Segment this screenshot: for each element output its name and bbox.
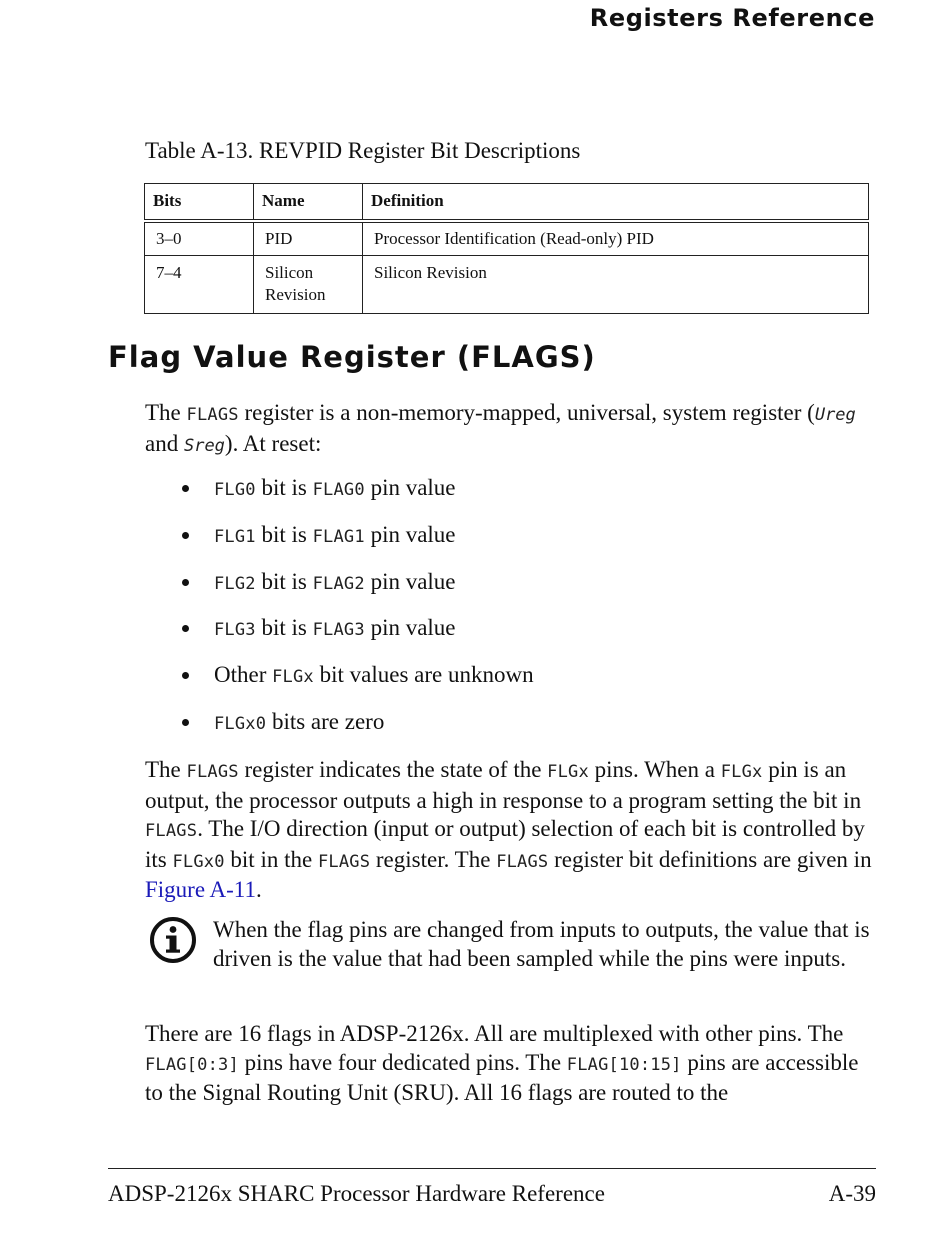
code-text: FLG0 xyxy=(214,480,256,500)
list-item xyxy=(145,474,534,521)
text-run: The xyxy=(145,400,187,425)
flags-count-paragraph xyxy=(145,1020,880,1108)
bullet-icon xyxy=(182,672,189,679)
text-run: register bit definitions are given in xyxy=(548,846,872,872)
list-item xyxy=(145,521,534,568)
text-run: register indicates the state of the xyxy=(238,757,548,782)
text-run: The xyxy=(145,757,187,782)
table-caption: Table A-13. REVPID Register Bit Descriptions xyxy=(145,138,581,163)
revpid-register-table xyxy=(144,183,869,314)
section-heading: Flag Value Register (FLAGS) xyxy=(108,340,596,374)
list-item xyxy=(145,568,534,615)
text-run: pin value xyxy=(364,521,456,547)
list-item xyxy=(145,614,534,661)
reset-state-list xyxy=(145,474,534,755)
text-run: register. The xyxy=(370,846,497,872)
info-icon xyxy=(149,916,197,964)
code-text: FLAGS xyxy=(186,762,239,782)
cell-name: PID xyxy=(254,221,363,256)
text-run: There are 16 flags in ADSP-2126x. All are multiplexed with other pins. The xyxy=(145,1021,844,1046)
note-callout xyxy=(145,916,880,973)
text-run: pins are accessible to the Signal Routing Unit (SRU). All 16 flags are routed to the xyxy=(145,1049,859,1105)
text-run: bits are zero xyxy=(266,708,385,734)
table-row xyxy=(145,256,869,314)
code-text: FLGx xyxy=(547,762,589,782)
text-run: pin is an output, the processor outputs a high in response to a program setting the bit in xyxy=(145,757,862,813)
running-header-title: Registers Reference xyxy=(589,4,875,32)
code-ureg: Ureg xyxy=(814,405,856,425)
code-text: FLAG[10:15] xyxy=(566,1054,682,1075)
code-text: FLAGS xyxy=(145,821,198,841)
code-text: FLGx0 xyxy=(172,851,225,872)
text-run: . The I/O direction (input or output) selection of each bit is controlled by its xyxy=(145,816,865,872)
code-text: FLGx0 xyxy=(214,713,267,734)
code-text: FLAG0 xyxy=(312,480,365,500)
code-text: FLAGS xyxy=(317,851,371,872)
text-run: bit is xyxy=(255,568,313,594)
code-text: FLG2 xyxy=(214,573,256,594)
table-header-row xyxy=(145,184,869,222)
cell-name-line1: Silicon xyxy=(265,263,314,282)
bullet-icon xyxy=(182,719,189,726)
code-text: FLG3 xyxy=(214,620,256,641)
list-item xyxy=(145,708,534,755)
code-text: FLAGS xyxy=(496,851,549,872)
note-text: When the flag pins are changed from inputs to outputs, the value that is driven is the value that had been sampled while the pins were inputs. xyxy=(213,917,870,971)
code-flags: FLAGS xyxy=(186,405,239,425)
text-run: and xyxy=(145,430,184,456)
footer-book-title: ADSP-2126x SHARC Processor Hardware Reference xyxy=(108,1181,605,1206)
cell-bits: 7–4 xyxy=(145,256,254,314)
code-text: FLAG3 xyxy=(312,620,365,641)
code-sreg: Sreg xyxy=(183,435,225,456)
bullet-icon xyxy=(182,579,189,586)
figure-a-11-link[interactable]: Figure A-11 xyxy=(145,877,256,902)
code-text: FLGx xyxy=(720,762,763,782)
text-run: bit is xyxy=(255,615,313,641)
flags-description-paragraph xyxy=(145,756,880,905)
cell-bits: 3–0 xyxy=(145,221,254,256)
table-row xyxy=(145,221,869,256)
code-text: FLGx xyxy=(272,667,314,688)
text-run: bit is xyxy=(255,521,313,547)
footer-divider xyxy=(108,1168,876,1169)
cell-name xyxy=(254,256,363,314)
cell-name-line2: Revision xyxy=(265,285,326,304)
text-run: bit in the xyxy=(224,846,318,872)
code-text: FLAG2 xyxy=(312,573,365,594)
bullet-icon xyxy=(182,532,189,539)
column-header-name: Name xyxy=(254,184,363,222)
page-number: A-39 xyxy=(828,1181,876,1206)
text-run: pins. When a xyxy=(588,757,721,782)
code-text: FLG1 xyxy=(214,526,256,547)
text-run: pin value xyxy=(364,475,456,500)
text-run: ). At reset: xyxy=(224,430,322,456)
column-header-definition: Definition xyxy=(363,184,869,222)
text-run: bit values are unknown xyxy=(313,662,534,688)
text-run: pin value xyxy=(364,568,456,594)
code-text: FLAG1 xyxy=(312,526,365,547)
text-run: pin value xyxy=(364,615,456,641)
text-run: register is a non-memory-mapped, universal, system register ( xyxy=(238,400,815,425)
column-header-bits: Bits xyxy=(145,184,254,222)
bullet-icon xyxy=(182,625,189,632)
code-text: FLAG[0:3] xyxy=(145,1054,239,1075)
text-run: bit is xyxy=(255,475,313,500)
text-run: . xyxy=(255,877,262,902)
text-run: pins have four dedicated pins. The xyxy=(238,1049,567,1075)
cell-definition: Silicon Revision xyxy=(363,256,869,314)
bullet-icon xyxy=(182,485,189,492)
cell-definition: Processor Identification (Read-only) PID xyxy=(363,221,869,256)
intro-paragraph xyxy=(145,399,880,460)
text-run: Other xyxy=(214,662,273,688)
list-item xyxy=(145,661,534,708)
